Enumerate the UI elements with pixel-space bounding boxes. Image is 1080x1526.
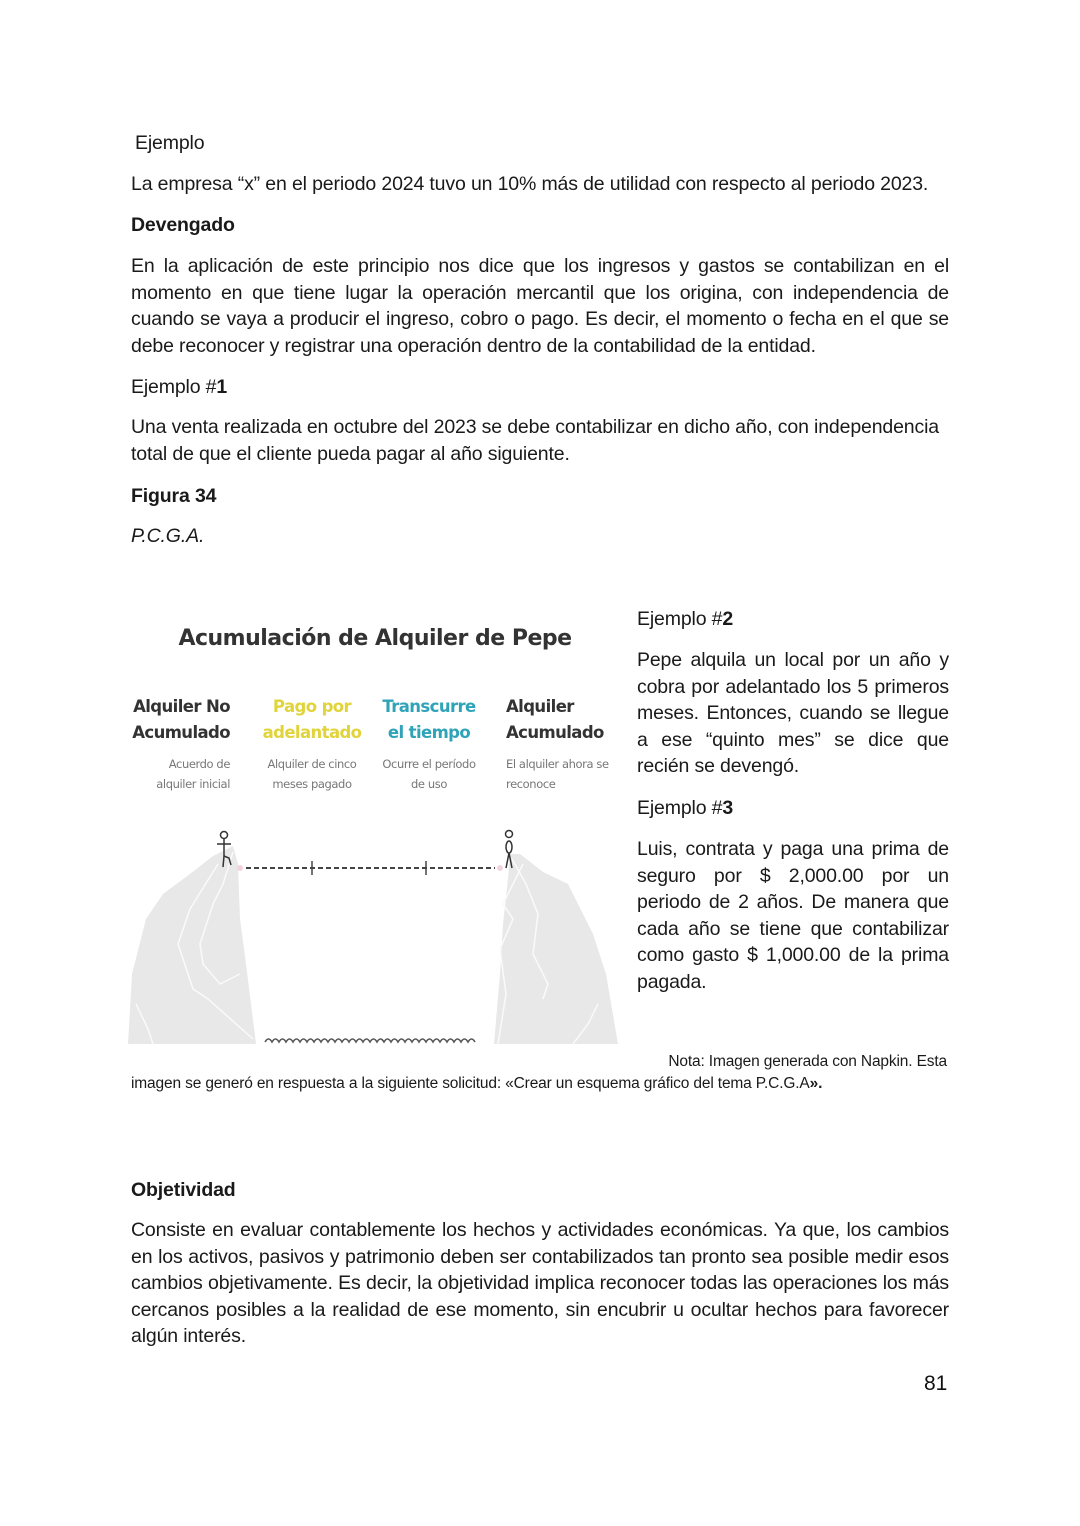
devengado-paragraph: En la aplicación de este principio nos dice que los ingresos y gastos se contabilizan en el momento en que tiene lugar la operación mercantil que los origina, con independencia de cuando se vaya a producir el ingreso, cobro o pago. Es decir, el momento o fecha en el que se debe reconocer y registrar una operación dentro de la contabilidad de la entidad. [131, 255, 949, 357]
stick-figure-right-icon [506, 831, 513, 869]
section-heading-objetividad: Objetividad [131, 1179, 236, 1201]
example-2-label [637, 606, 733, 633]
stage-accrued [506, 694, 626, 794]
example-1-number: 1 [216, 376, 228, 398]
stage-advance-payment [260, 694, 364, 794]
left-cliff-icon [128, 846, 256, 1044]
example-2-number: 2 [722, 608, 734, 630]
example-3-number: 3 [722, 797, 734, 819]
stage-time-passes [374, 694, 484, 794]
rent-accrual-figure [128, 604, 622, 1049]
example-1-label [131, 374, 227, 401]
objetividad-paragraph: Consiste en evaluar contablemente los hechos y actividades económicas. Ya que, los cambios en los activos, pasivos y patrimonio deben ser contabilizados tan pronto sea posible medir esos cambios objetivamente. Es decir, la objetividad implica reconocer todas las operaciones los más cercanos posibles a la realidad de ese momento, sin encubrir u ocultar hechos para favorecer algún interés. [131, 1219, 949, 1347]
figure-label: Figura 34 [131, 485, 217, 507]
stage-title: Transcurre el tiempo [382, 697, 476, 742]
stage-title: Alquiler No Acumulado [132, 697, 230, 742]
stage-description: Ocurre el período de uso [382, 757, 476, 791]
stage-not-accrued [128, 694, 230, 794]
stage-description: Acuerdo de alquiler inicial [156, 757, 230, 791]
stage-description: El alquiler ahora se reconoce [506, 757, 609, 791]
example-label: Ejemplo [135, 132, 205, 154]
example-1-paragraph: Una venta realizada en octubre del 2023 se debe contabilizar en dicho año, con independencia total de que el cliente pueda pagar al año siguiente. [131, 416, 939, 465]
example-1-prefix: Ejemplo # [131, 376, 217, 398]
right-cliff-icon [494, 854, 618, 1044]
stage-title: Alquiler Acumulado [506, 697, 604, 742]
water-wave-icon [265, 1039, 475, 1042]
timeline-line [237, 861, 503, 875]
example-2-paragraph: Pepe alquila un local por un año y cobra por adelantado los 5 primeros meses. Entonces, cuando se llegue a ese “quinto mes” se dice que recién se devengó. [637, 649, 949, 777]
example-3-paragraph: Luis, contrata y paga una prima de seguro por $ 2,000.00 por un periodo de 2 años. De manera que cada año se tiene que contabilizar como gasto $ 1,000.00 de la prima pagada. [637, 838, 949, 993]
page-number: 81 [924, 1372, 948, 1395]
example-3-prefix: Ejemplo # [637, 797, 723, 819]
cliff-illustration [128, 824, 622, 1049]
example-3-label [637, 795, 733, 822]
section-heading-devengado: Devengado [131, 214, 235, 236]
example-paragraph: La empresa “x” en el periodo 2024 tuvo un 10% más de utilidad con respecto al periodo 2023. [131, 173, 929, 195]
example-2-prefix: Ejemplo # [637, 608, 723, 630]
figure-note-close: ». [809, 1075, 823, 1092]
figure-title: Acumulación de Alquiler de Pepe [178, 626, 572, 651]
figure-caption: P.C.G.A. [131, 525, 205, 547]
stage-title: Pago por adelantado [262, 697, 362, 742]
figure-note-line-1: Nota: Imagen generada con Napkin. Esta [668, 1053, 947, 1070]
stage-description: Alquiler de cinco meses pagado [267, 757, 357, 791]
figure-note-text: imagen se generó en respuesta a la siguiente solicitud: «Crear un esquema gráfico del tema P.C.G.A [131, 1075, 810, 1092]
figure-note-line-2 [131, 1073, 961, 1094]
